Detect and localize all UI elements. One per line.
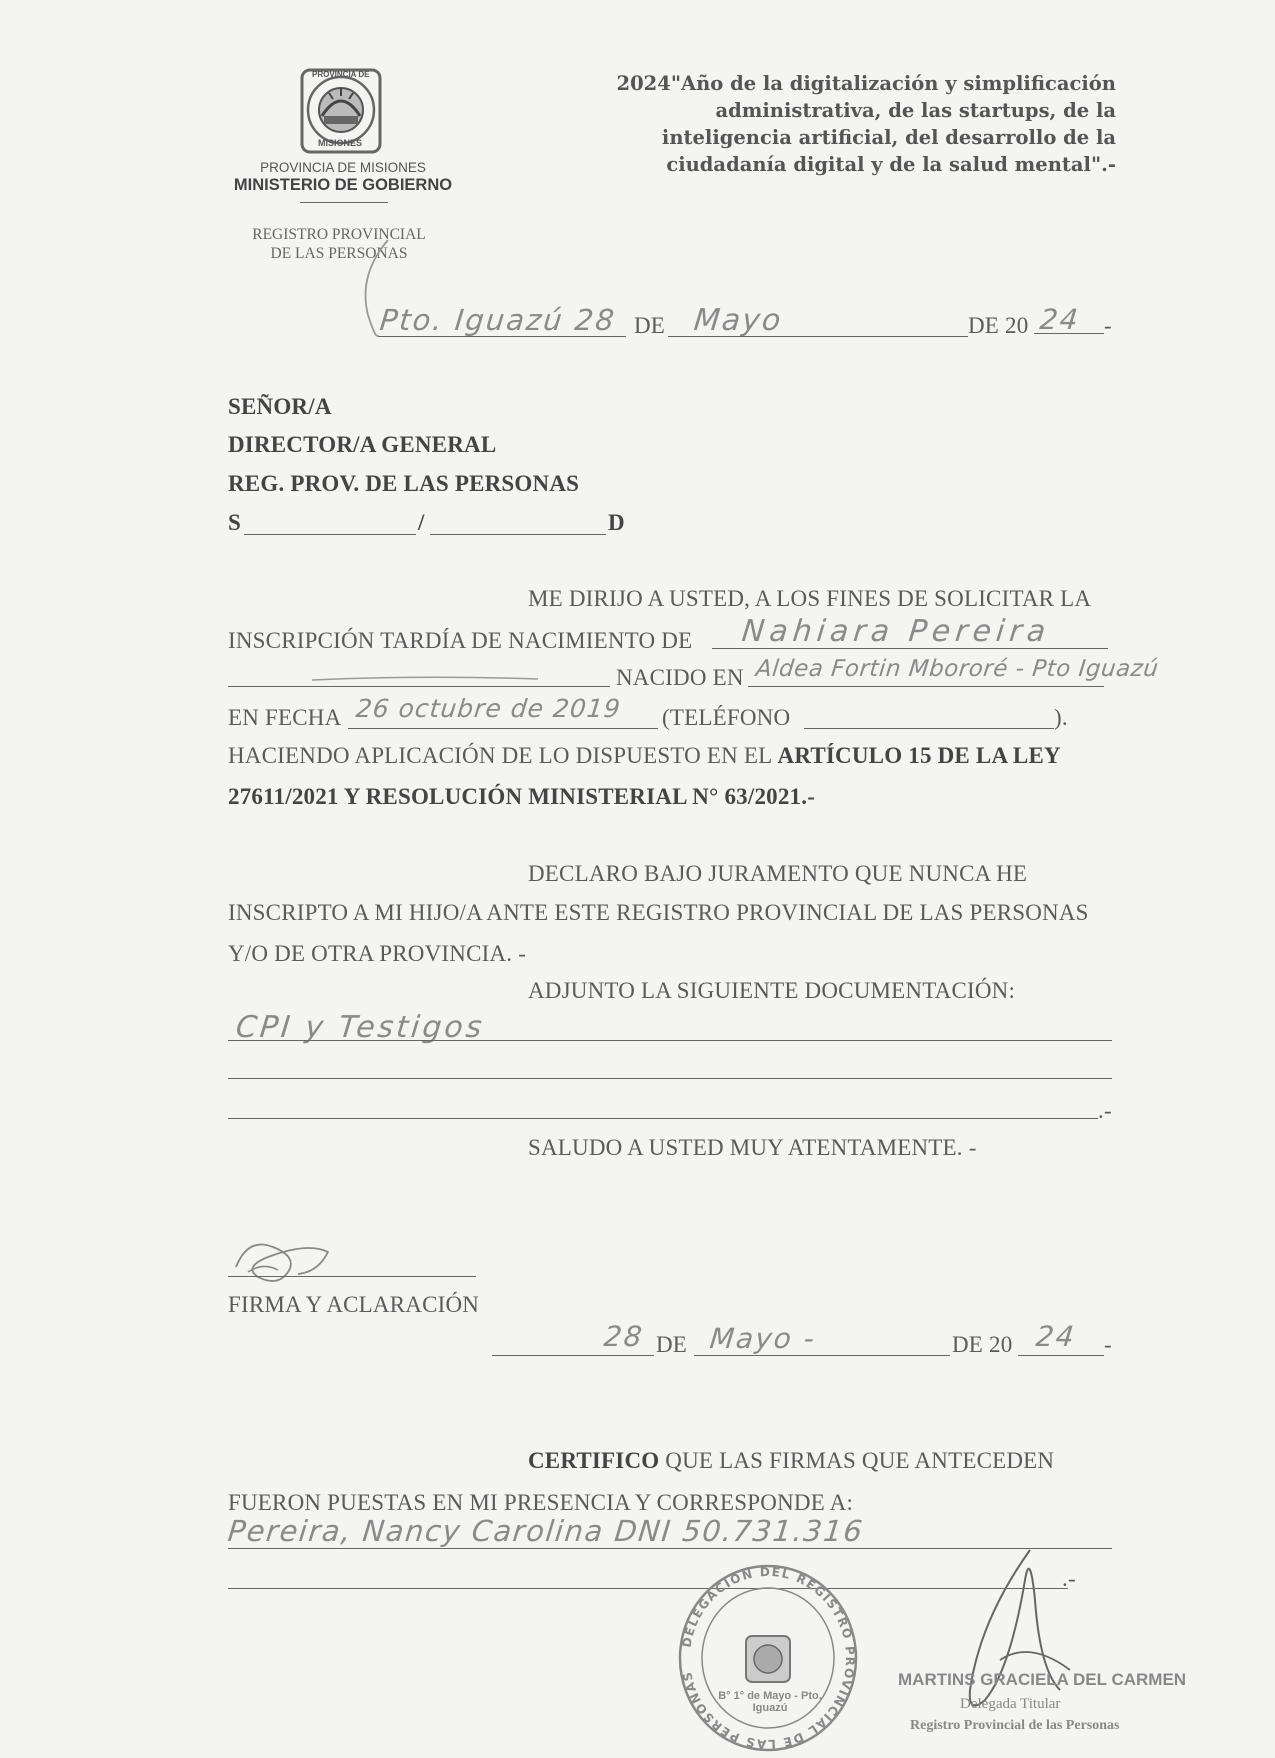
- born-label: NACIDO EN: [616, 665, 744, 690]
- signature-line: [228, 1276, 476, 1277]
- second-day-handwritten: 28: [602, 1320, 646, 1353]
- dash-stroke: [310, 670, 540, 678]
- d-line: [430, 534, 606, 535]
- declaration-line2: INSCRIPTO A MI HIJO/A ANTE ESTE REGISTRO PROVINCIAL DE LAS PERSONAS: [228, 900, 1089, 925]
- s-label: S: [228, 510, 241, 535]
- year-line: [1034, 333, 1104, 334]
- slogan-line-1: 2024"Año de la digitalización y simplificación: [616, 72, 1116, 95]
- year-dash: -: [1104, 313, 1112, 338]
- attach-end: .-: [1098, 1098, 1112, 1123]
- addressee-line2: DIRECTOR/A GENERAL: [228, 432, 497, 457]
- second-year-handwritten: 24: [1034, 1320, 1078, 1353]
- second-month-line: [694, 1355, 950, 1356]
- declaration-line1: DECLARO BAJO JURAMENTO QUE NUNCA HE: [528, 861, 1028, 886]
- official-role: Delegada Titular: [960, 1696, 1061, 1712]
- second-year-line: [1018, 1355, 1104, 1356]
- phone-close: ).: [1054, 705, 1068, 730]
- date-de-year: DE 20: [968, 313, 1029, 338]
- ministry-name: MINISTERIO DE GOBIERNO: [233, 176, 453, 194]
- certification-line2: FUERON PUESTAS EN MI PRESENCIA Y CORRESPONDE A:: [228, 1490, 854, 1515]
- born-place-line: [748, 686, 1104, 687]
- birth-date-line: [348, 728, 658, 729]
- official-signature: [940, 1540, 1090, 1720]
- certification-end: .-: [1062, 1566, 1076, 1591]
- declaration-line3: Y/O DE OTRA PROVINCIA. -: [228, 941, 527, 966]
- month-line: [668, 336, 968, 337]
- certification-rest: QUE LAS FIRMAS QUE ANTECEDEN: [665, 1448, 1055, 1473]
- registry-stamp: [678, 1548, 858, 1753]
- registry-line1: REGISTRO PROVINCIAL: [252, 226, 426, 243]
- second-date-de-year: DE 20: [952, 1332, 1013, 1357]
- second-day-line: [492, 1355, 654, 1356]
- attach-line2: [228, 1078, 1112, 1079]
- law-line2: 27611/2021 Y RESOLUCIÓN MINISTERIAL N° 63/2021.-: [228, 784, 816, 809]
- place-line: [378, 336, 626, 337]
- second-month-handwritten: Mayo -: [708, 1322, 818, 1355]
- stamp-inner-text: B° 1° de Mayo - Pto. Iguazú: [718, 1690, 822, 1714]
- slogan-line-2: administrativa, de las startups, de la: [715, 99, 1116, 122]
- attach-line1: [228, 1040, 1112, 1041]
- request-line2-label: INSCRIPCIÓN TARDÍA DE NACIMIENTO DE: [228, 628, 693, 653]
- d-label: D: [608, 510, 625, 535]
- seal-top-text: PROVINCIA DE: [312, 70, 370, 79]
- child-name-handwritten: Nahiara Pereira: [740, 614, 1053, 649]
- place-handwritten: Pto. Iguazú 28: [378, 303, 618, 337]
- applicant-signature: [228, 1232, 338, 1292]
- slogan-line-3: inteligencia artificial, del desarrollo de la: [661, 126, 1116, 149]
- province-name: PROVINCIA DE MISIONES: [260, 160, 426, 175]
- child-name-line: [712, 648, 1108, 649]
- born-place-handwritten: Aldea Fortin Mbororé - Pto Iguazú: [754, 656, 1160, 682]
- official-office: Registro Provincial de las Personas: [910, 1718, 1120, 1733]
- law-line1-normal: HACIENDO APLICACIÓN DE LO DISPUESTO EN EL: [228, 743, 772, 768]
- year-handwritten: 24: [1038, 303, 1082, 336]
- slogan-line-4: ciudadanía digital y de la salud mental".-: [666, 153, 1116, 176]
- attach-handwritten: CPI y Testigos: [234, 1010, 487, 1045]
- official-name: MARTINS GRACIELA DEL CARMEN: [898, 1670, 1187, 1689]
- signature-label: FIRMA Y ACLARACIÓN: [228, 1292, 480, 1317]
- phone-line: [804, 728, 1054, 729]
- year-slogan: [560, 70, 1116, 178]
- law-line1-bold: ARTÍCULO 15 DE LA LEY: [777, 743, 1061, 768]
- name-continuation-line: [228, 686, 610, 687]
- s-line: [244, 534, 416, 535]
- month-handwritten: Mayo: [692, 303, 785, 338]
- date-de-1: DE: [634, 313, 666, 338]
- seal-bottom-text: MISIONES: [318, 138, 363, 148]
- addressee-line3: REG. PROV. DE LAS PERSONAS: [228, 471, 580, 496]
- attach-line3: [228, 1118, 1098, 1119]
- attach-label: ADJUNTO LA SIGUIENTE DOCUMENTACIÓN:: [528, 978, 1016, 1003]
- law-line1: [228, 743, 1061, 769]
- second-date-dash: -: [1104, 1332, 1112, 1357]
- registry-line2: DE LAS PERSONAS: [270, 245, 408, 262]
- certification-line1: [528, 1448, 1054, 1474]
- date-label: EN FECHA: [228, 705, 342, 730]
- certification-bold: CERTIFICO: [528, 1448, 660, 1473]
- certified-person-handwritten: Pereira, Nancy Carolina DNI 50.731.316: [226, 1514, 866, 1548]
- phone-label: (TELÉFONO: [662, 705, 791, 730]
- slash: /: [418, 510, 425, 535]
- second-date-de: DE: [656, 1332, 688, 1357]
- ministry-underline: [300, 202, 388, 203]
- birth-date-handwritten: 26 octubre de 2019: [354, 694, 623, 723]
- closing-line: SALUDO A USTED MUY ATENTAMENTE. -: [528, 1135, 977, 1160]
- addressee-line1: SEÑOR/A: [228, 394, 332, 419]
- stamp-round-text: DELEGACION DEL REGISTRO PROVINCIAL DE LAS PERSONAS: [679, 1564, 858, 1752]
- request-line1: ME DIRIJO A USTED, A LOS FINES DE SOLICITAR LA: [528, 586, 1092, 611]
